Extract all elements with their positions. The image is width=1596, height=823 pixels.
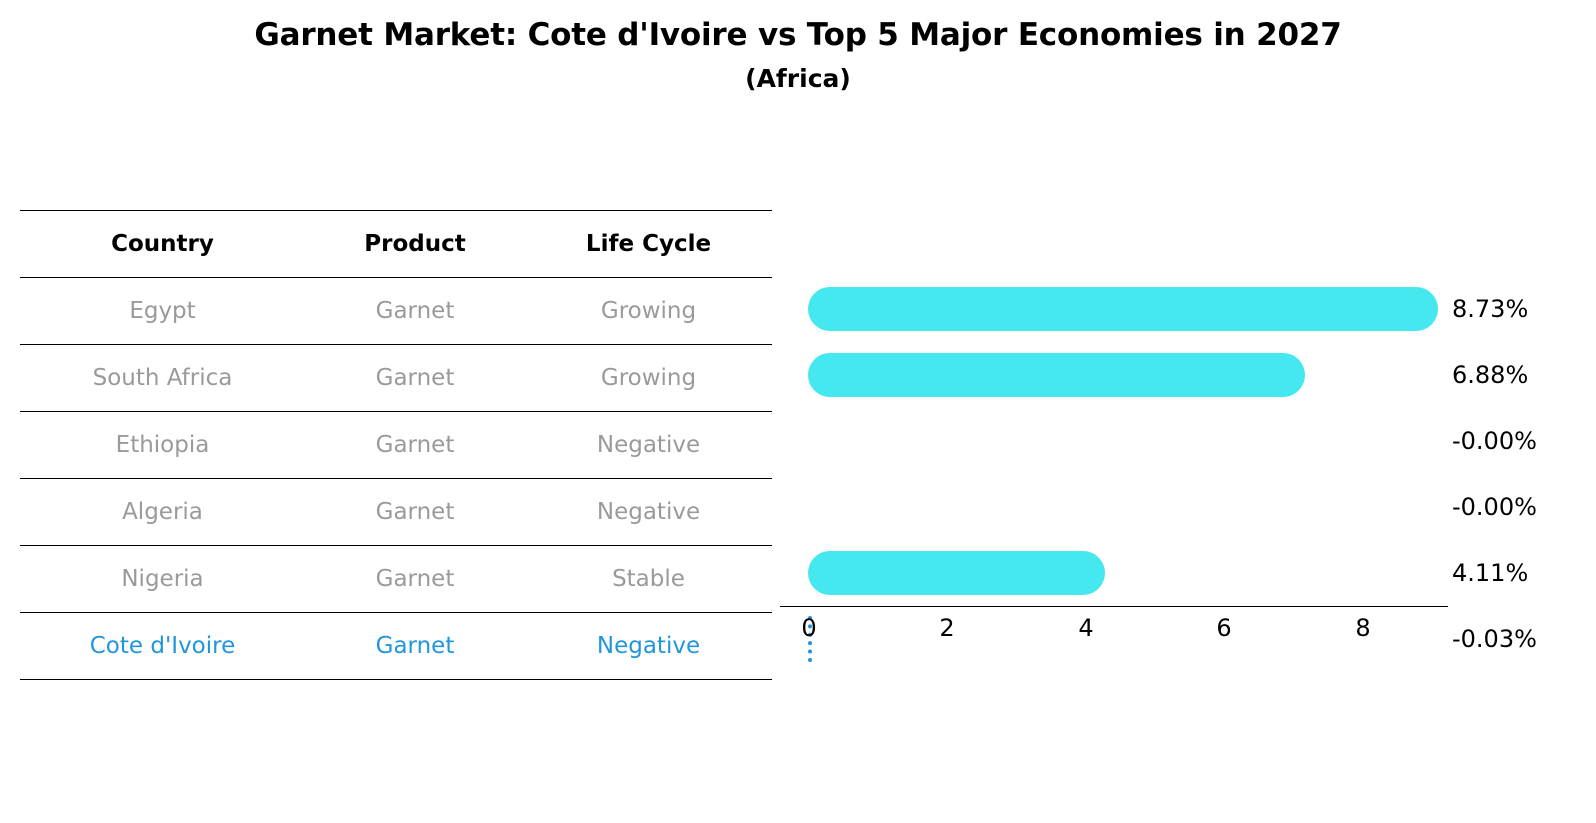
- bar-south-africa: [808, 353, 1305, 397]
- x-tick-label: 8: [1355, 614, 1371, 642]
- chart-subtitle: (Africa): [745, 63, 851, 93]
- bar-row: [780, 408, 1580, 474]
- column-header-country: Country: [20, 211, 305, 278]
- bar-value-label: -0.00%: [1452, 493, 1537, 521]
- bar-row: [780, 606, 1580, 672]
- x-axis-line: [780, 606, 1448, 607]
- cell-product: Garnet: [305, 479, 525, 546]
- cell-country: Ethiopia: [20, 412, 305, 479]
- table-row: [20, 479, 772, 546]
- x-tick-label: 2: [939, 614, 955, 642]
- bar-value-label: -0.00%: [1452, 427, 1537, 455]
- data-table: [20, 210, 772, 680]
- column-header-life-cycle: Life Cycle: [525, 211, 772, 278]
- x-tick-label: 6: [1216, 614, 1232, 642]
- cell-life-cycle: Negative: [525, 613, 772, 680]
- cell-product: Garnet: [305, 278, 525, 345]
- data-table-wrapper: [20, 210, 772, 680]
- table-row: [20, 278, 772, 345]
- bar-value-label: -0.03%: [1452, 625, 1537, 653]
- chart-content: [0, 210, 1596, 730]
- table-row: [20, 345, 772, 412]
- bar-egypt: [808, 287, 1438, 331]
- title-block: [0, 0, 1596, 95]
- cell-country: Nigeria: [20, 546, 305, 613]
- bar-row: [780, 474, 1580, 540]
- table-row: [20, 546, 772, 613]
- cell-country: Algeria: [20, 479, 305, 546]
- cell-life-cycle: Growing: [525, 345, 772, 412]
- cell-life-cycle: Stable: [525, 546, 772, 613]
- bar-row: [780, 540, 1580, 606]
- bar-value-label: 4.11%: [1452, 559, 1529, 587]
- cell-product: Garnet: [305, 546, 525, 613]
- table-header-row: [20, 211, 772, 278]
- page-title: Garnet Market: Cote d'Ivoire vs Top 5 Major Economies in 2027: [254, 17, 1342, 53]
- bar-value-label: 8.73%: [1452, 295, 1529, 323]
- bar-row: [780, 342, 1580, 408]
- cell-country: South Africa: [20, 345, 305, 412]
- table-row-highlighted: [20, 613, 772, 680]
- bar-value-label: 6.88%: [1452, 361, 1529, 389]
- x-tick-label: 0: [801, 614, 817, 642]
- cell-country: Egypt: [20, 278, 305, 345]
- bar-nigeria: [808, 551, 1105, 595]
- cell-product: Garnet: [305, 613, 525, 680]
- cell-country: Cote d'Ivoire: [20, 613, 305, 680]
- bar-chart: [780, 210, 1580, 710]
- table-row: [20, 412, 772, 479]
- column-header-product: Product: [305, 211, 525, 278]
- cell-life-cycle: Growing: [525, 278, 772, 345]
- cell-product: Garnet: [305, 345, 525, 412]
- cell-life-cycle: Negative: [525, 412, 772, 479]
- bar-row: [780, 276, 1580, 342]
- cell-product: Garnet: [305, 412, 525, 479]
- cell-life-cycle: Negative: [525, 479, 772, 546]
- x-tick-label: 4: [1078, 614, 1094, 642]
